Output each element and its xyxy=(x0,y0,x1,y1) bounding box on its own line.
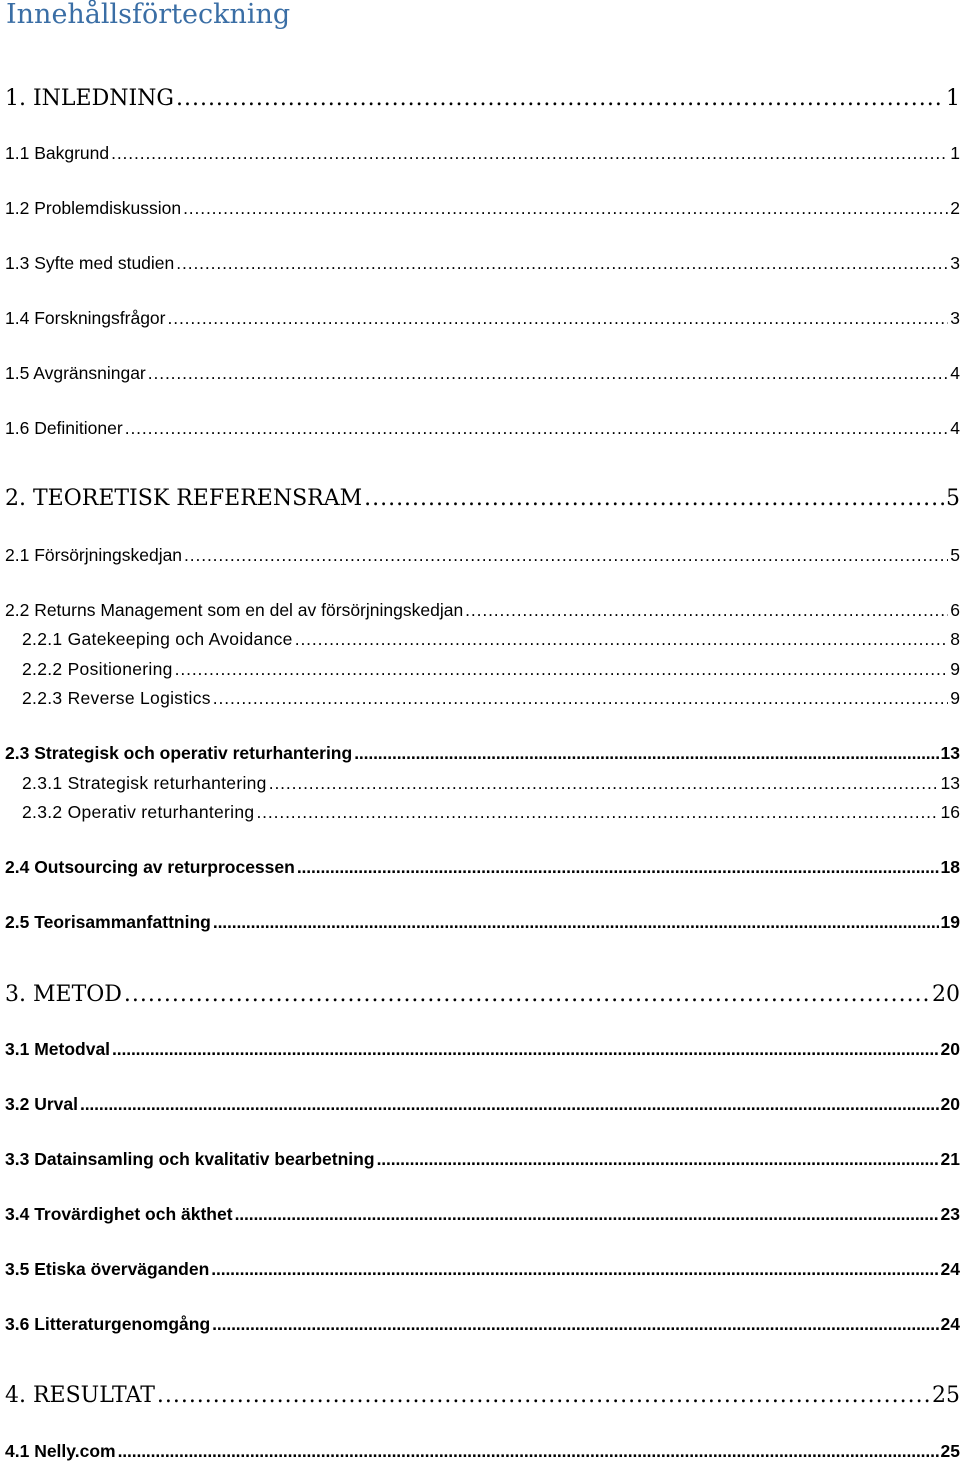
toc-entry-label: 1.1 Bakgrund xyxy=(5,143,110,163)
toc-entry-label: 4.1 Nelly.com xyxy=(5,1441,116,1461)
toc-entry[interactable] xyxy=(5,1383,960,1413)
toc-entry-page: 21 xyxy=(940,1149,960,1169)
toc-leader-dots xyxy=(168,308,949,329)
toc-entry-label: 3.4 Trovärdighet och äkthet xyxy=(5,1204,233,1224)
toc-entry-page: 4 xyxy=(950,418,960,438)
toc-entry[interactable] xyxy=(5,418,960,448)
toc-entry[interactable] xyxy=(5,86,960,116)
toc-entry-label: 2.2 Returns Management som en del av försörjningskedjan xyxy=(5,600,464,620)
toc-entry-label: 4. RESULTAT xyxy=(5,1383,155,1408)
toc-entry[interactable] xyxy=(5,912,960,942)
toc-entry[interactable] xyxy=(5,1259,960,1289)
toc-entry-page: 20 xyxy=(932,982,960,1007)
toc-leader-dots xyxy=(297,857,939,878)
toc-entry-page: 9 xyxy=(950,659,960,679)
toc-entry-label: 2.2.2 Positionering xyxy=(22,659,173,679)
toc-entry[interactable] xyxy=(5,198,960,228)
toc-leader-dots xyxy=(124,982,930,1007)
toc-entry-label: 3.5 Etiska överväganden xyxy=(5,1259,210,1279)
toc-entry[interactable] xyxy=(5,1441,960,1471)
toc-leader-dots xyxy=(269,773,939,794)
toc-entry[interactable] xyxy=(5,1149,960,1179)
toc-entry-label: 1.5 Avgränsningar xyxy=(5,363,146,383)
toc-entry-page: 24 xyxy=(940,1314,960,1334)
toc-entry-page: 25 xyxy=(932,1383,960,1408)
toc-title: Innehållsförteckning xyxy=(6,0,291,30)
toc-entry-page: 1 xyxy=(950,143,960,163)
toc-leader-dots xyxy=(111,143,948,164)
toc-entry-label: 2.3.1 Strategisk returhantering xyxy=(22,773,267,793)
toc-leader-dots xyxy=(354,743,938,764)
toc-entry-label: 1.3 Syfte med studien xyxy=(5,253,175,273)
toc-leader-dots xyxy=(80,1094,939,1115)
toc-entry-page: 3 xyxy=(950,308,960,328)
toc-entry-page: 13 xyxy=(940,743,960,763)
toc-entry[interactable] xyxy=(5,600,960,630)
toc-entry[interactable] xyxy=(5,802,960,832)
toc-entry[interactable] xyxy=(5,1094,960,1124)
toc-entry-label: 3.1 Metodval xyxy=(5,1039,111,1059)
toc-entry[interactable] xyxy=(5,629,960,659)
toc-leader-dots xyxy=(235,1204,939,1225)
toc-entry-label: 2.3 Strategisk och operativ returhantering xyxy=(5,743,353,763)
toc-entry[interactable] xyxy=(5,545,960,575)
toc-leader-dots xyxy=(211,1259,938,1280)
toc-entry-label: 3.3 Datainsamling och kvalitativ bearbetning xyxy=(5,1149,375,1169)
toc-entry[interactable] xyxy=(5,1314,960,1344)
toc-entry[interactable] xyxy=(5,363,960,393)
toc-leader-dots xyxy=(213,912,939,933)
toc-entry-page: 16 xyxy=(940,802,960,822)
toc-leader-dots xyxy=(183,198,948,219)
toc-leader-dots xyxy=(157,1383,930,1408)
toc-leader-dots xyxy=(175,659,949,680)
toc-entry-page: 8 xyxy=(950,629,960,649)
toc-entry-page: 20 xyxy=(940,1039,960,1059)
toc-entry-page: 1 xyxy=(946,86,960,111)
toc-entry-page: 4 xyxy=(950,363,960,383)
toc-entry-page: 13 xyxy=(940,773,960,793)
toc-leader-dots xyxy=(465,600,948,621)
toc-entry-page: 25 xyxy=(940,1441,960,1461)
toc-entry-label: 2. TEORETISK REFERENSRAM xyxy=(5,486,363,511)
toc-leader-dots xyxy=(377,1149,939,1170)
toc-entry-label: 1.6 Definitioner xyxy=(5,418,123,438)
toc-entry-page: 9 xyxy=(950,688,960,708)
toc-entry[interactable] xyxy=(5,253,960,283)
toc-leader-dots xyxy=(125,418,949,439)
toc-leader-dots xyxy=(212,1314,938,1335)
toc-leader-dots xyxy=(176,86,944,111)
toc-leader-dots xyxy=(213,688,948,709)
toc-entry-page: 23 xyxy=(940,1204,960,1224)
toc-entry-label: 3.2 Urval xyxy=(5,1094,78,1114)
toc-entry-label: 2.3.2 Operativ returhantering xyxy=(22,802,255,822)
toc-entry[interactable] xyxy=(5,982,960,1012)
toc-entry-label: 1.2 Problemdiskussion xyxy=(5,198,182,218)
toc-entry-label: 2.2.1 Gatekeeping och Avoidance xyxy=(22,629,293,649)
toc-entry[interactable] xyxy=(5,773,960,803)
toc-entry-page: 3 xyxy=(950,253,960,273)
toc-entry-page: 5 xyxy=(950,545,960,565)
toc-entry-page: 24 xyxy=(940,1259,960,1279)
toc-entry-label: 2.2.3 Reverse Logistics xyxy=(22,688,211,708)
toc-entry-page: 19 xyxy=(940,912,960,932)
toc-entry[interactable] xyxy=(5,659,960,689)
toc-entry[interactable] xyxy=(5,743,960,773)
toc-entry-page: 2 xyxy=(950,198,960,218)
toc-entry[interactable] xyxy=(5,857,960,887)
toc-entry[interactable] xyxy=(5,143,960,173)
toc-leader-dots xyxy=(364,486,944,511)
toc-entry-label: 2.4 Outsourcing av returprocessen xyxy=(5,857,295,877)
toc-entry-page: 20 xyxy=(940,1094,960,1114)
toc-leader-dots xyxy=(118,1441,939,1462)
toc-leader-dots xyxy=(184,545,948,566)
toc-entry-label: 3.6 Litteraturgenomgång xyxy=(5,1314,211,1334)
toc-entry[interactable] xyxy=(5,688,960,718)
toc-entry-page: 18 xyxy=(940,857,960,877)
toc-entry-page: 5 xyxy=(946,486,960,511)
toc-entry-label: 1.4 Forskningsfrågor xyxy=(5,308,166,328)
toc-entry[interactable] xyxy=(5,308,960,338)
toc-entry[interactable] xyxy=(5,486,960,516)
toc-entry-label: 1. INLEDNING xyxy=(5,86,174,111)
toc-entry-label: 3. METOD xyxy=(5,982,122,1007)
toc-leader-dots xyxy=(256,802,938,823)
toc-entry-label: 2.1 Försörjningskedjan xyxy=(5,545,183,565)
toc-entry-label: 2.5 Teorisammanfattning xyxy=(5,912,211,932)
toc-leader-dots xyxy=(112,1039,938,1060)
toc-entry[interactable] xyxy=(5,1204,960,1234)
toc-entry-page: 6 xyxy=(950,600,960,620)
toc-leader-dots xyxy=(148,363,949,384)
toc-leader-dots xyxy=(295,629,949,650)
toc-entry[interactable] xyxy=(5,1039,960,1069)
toc-leader-dots xyxy=(176,253,948,274)
